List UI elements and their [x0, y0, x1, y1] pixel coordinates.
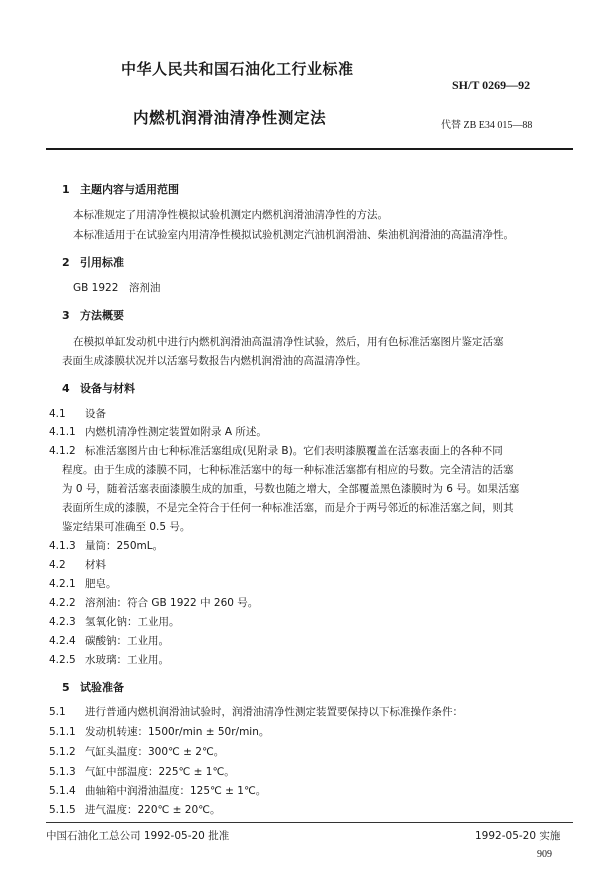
footer-divider	[46, 822, 573, 823]
section-title: 主题内容与适用范围	[80, 183, 179, 196]
clause-text: 设备	[85, 408, 106, 420]
clause-text: 碳酸钠：工业用。	[85, 635, 169, 647]
clause-number: 5.1	[49, 706, 66, 718]
section-title: 方法概要	[80, 309, 124, 322]
clause-5-1-4	[49, 783, 266, 798]
clause-text: 氢氧化钠：工业用。	[85, 616, 180, 628]
implementation-date: 1992-05-20 实施	[475, 830, 561, 842]
clause-number: 4.1.1	[49, 426, 76, 438]
clause-4-2-2	[49, 595, 258, 610]
clause-5-1-1	[49, 724, 269, 739]
clause-4-1-3	[49, 538, 163, 553]
clause-text: 肥皂。	[85, 578, 117, 590]
clause-number: 4.1.2	[49, 445, 76, 457]
page-number: 909	[537, 849, 552, 860]
clause-number: 4.2.4	[49, 635, 76, 647]
clause-text: 气缸头温度：300℃ ± 2℃。	[85, 746, 225, 758]
clause-number: 4.2.2	[49, 597, 76, 609]
reference-standard: GB 1922 溶剂油	[73, 282, 161, 294]
section-3-heading	[62, 307, 124, 323]
section-number: 1	[62, 183, 70, 196]
clause-number: 4.1.3	[49, 540, 76, 552]
section-4-heading	[62, 380, 135, 396]
clause-text: 内燃机清净性测定装置如附录 A 所述。	[85, 426, 267, 438]
clause-4-1-2-line-5: 鉴定结果可准确至 0.5 号。	[62, 521, 191, 533]
clause-number: 4.2.3	[49, 616, 76, 628]
clause-4-2-3	[49, 614, 180, 629]
section-number: 3	[62, 309, 70, 322]
clause-5-1-3	[49, 764, 235, 779]
clause-4-1-2	[49, 443, 503, 458]
section-title: 引用标准	[80, 256, 124, 269]
clause-number: 4.2.5	[49, 654, 76, 666]
section-1-paragraph-2: 本标准适用于在试验室内用清净性模拟试验机测定汽油机润滑油、柴油机润滑油的高温清净性。	[73, 229, 514, 241]
clause-text: 进气温度：220℃ ± 20℃。	[85, 804, 221, 816]
section-3-line-2: 表面生成漆膜状况并以活塞号数报告内燃机润滑油的高温清净性。	[62, 355, 367, 367]
clause-4-2-4	[49, 633, 169, 648]
header-divider	[46, 148, 573, 150]
clause-text: 溶剂油：符合 GB 1922 中 260 号。	[85, 597, 259, 609]
clause-number: 4.2	[49, 559, 66, 571]
clause-text: 水玻璃：工业用。	[85, 654, 169, 666]
clause-text: 气缸中部温度：225℃ ± 1℃。	[85, 766, 235, 778]
section-number: 5	[62, 681, 70, 694]
clause-number: 5.1.3	[49, 766, 76, 778]
clause-text: 曲轴箱中润滑油温度：125℃ ± 1℃。	[85, 785, 267, 797]
section-1-paragraph-1: 本标准规定了用清净性模拟试验机测定内燃机润滑油清净性的方法。	[73, 209, 388, 221]
clause-4-2	[49, 557, 106, 572]
clause-4-1-2-line-4: 表面所生成的漆膜，不是完全符合于任何一种标准活塞，而是介于两号邻近的标准活塞之间，则其	[62, 502, 514, 514]
clause-4-2-5	[49, 652, 169, 667]
replaces-note: 代替 ZB E34 015—88	[441, 120, 533, 131]
section-number: 2	[62, 256, 70, 269]
clause-4-1-1	[49, 424, 267, 439]
clause-text: 进行普通内燃机润滑油试验时，润滑油清净性测定装置要保持以下标准操作条件：	[85, 706, 463, 718]
clause-text: 发动机转速：1500r/min ± 50r/min。	[85, 726, 270, 738]
clause-number: 5.1.1	[49, 726, 76, 738]
clause-number: 5.1.5	[49, 804, 76, 816]
clause-5-1-5	[49, 802, 220, 817]
section-1-heading	[62, 181, 179, 197]
section-2-heading	[62, 254, 124, 270]
clause-number: 5.1.2	[49, 746, 76, 758]
clause-4-2-1	[49, 576, 117, 591]
section-title: 试验准备	[80, 681, 124, 694]
section-number: 4	[62, 382, 70, 395]
clause-number: 4.2.1	[49, 578, 76, 590]
issuing-organization: 中华人民共和国石油化工行业标准	[121, 60, 354, 78]
document-title: 内燃机润滑油清净性测定法	[133, 109, 327, 127]
clause-5-1-2	[49, 744, 224, 759]
clause-text: 量筒：250mL。	[85, 540, 164, 552]
standard-number: SH/T 0269—92	[452, 78, 531, 92]
section-3-line-1: 在模拟单缸发动机中进行内燃机润滑油高温清净性试验，然后，用有色标准活塞图片鉴定活塞	[73, 336, 504, 348]
clause-number: 4.1	[49, 408, 66, 420]
clause-4-1	[49, 406, 106, 421]
clause-4-1-2-line-2: 程度。由于生成的漆膜不同，七种标准活塞中的每一种标准活塞都有相应的号数。完全清洁的活塞	[62, 464, 514, 476]
clause-4-1-2-line-3: 为 0 号，随着活塞表面漆膜生成的加重，号数也随之增大，全部覆盖黑色漆膜时为 6 号。如果活塞	[62, 483, 520, 495]
clause-text: 标准活塞图片由七种标准活塞组成(见附录 B)。它们表明漆膜覆盖在活塞表面上的各种不同	[85, 445, 503, 457]
clause-text: 材料	[85, 559, 106, 571]
section-5-heading	[62, 679, 124, 695]
approval-note: 中国石油化工总公司 1992-05-20 批准	[46, 830, 230, 842]
section-title: 设备与材料	[80, 382, 135, 395]
clause-5-1	[49, 704, 463, 719]
clause-number: 5.1.4	[49, 785, 76, 797]
